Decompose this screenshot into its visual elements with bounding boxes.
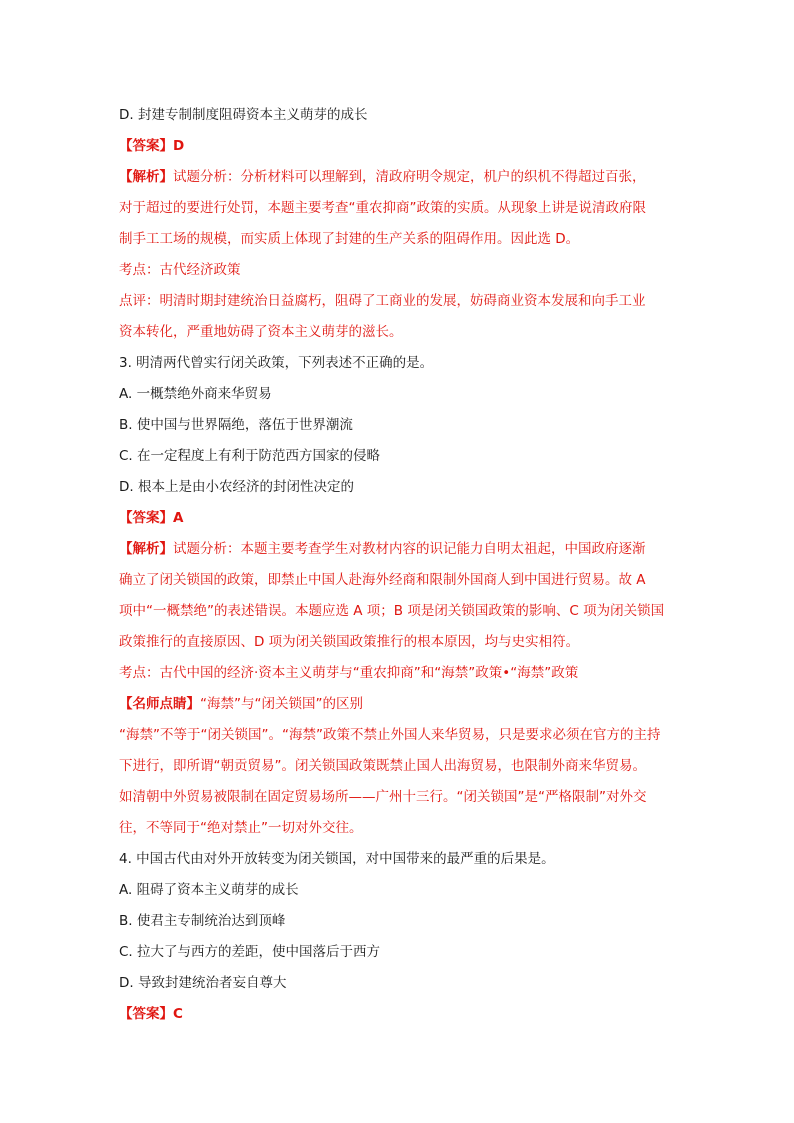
q3-option-b: B. 使中国与世界隔绝，落伍于世界潮流 [119,417,353,433]
q2-analysis-line: 制手工工场的规模，而实质上体现了封建的生产关系的阻碍作用。因此选 D。 [119,231,580,247]
q2-answer-label: 【答案】 [119,138,173,154]
q2-answer [119,131,681,162]
q3-option-a: A. 一概禁绝外商来华贸易 [119,386,272,402]
q3-answer-label: 【答案】 [119,510,173,526]
q3-mingshi-line: 下进行，即所谓“朝贡贸易”。闭关锁国政策既禁止国人出海贸易，也限制外商来华贸易。 [119,758,646,774]
q3-kaodian: 考点：古代中国的经济·资本主义萌芽与“重农抑商”和“海禁”政策•“海禁”政策 [119,665,579,681]
q4-answer [119,999,681,1030]
q3-analysis [119,534,681,658]
q4-answer-value: C [173,1006,183,1022]
q3-mingshi-title: “海禁”与“闭关锁国”的区别 [200,696,363,712]
q2-analysis [119,162,681,255]
q3-question: 3. 明清两代曾实行闭关政策，下列表述不正确的是。 [119,355,434,371]
q3-mingshi-body [119,720,681,844]
q2-dianping-line: 点评：明清时期封建统治日益腐朽，阻碍了工商业的发展，妨碍商业资本发展和向手工业 [119,293,646,309]
q3-option-c: C. 在一定程度上有利于防范西方国家的侵略 [119,448,381,464]
q4-option-c: C. 拉大了与西方的差距，使中国落后于西方 [119,944,381,960]
q3-option-d: D. 根本上是由小农经济的封闭性决定的 [119,479,354,495]
q4-question: 4. 中国古代由对外开放转变为闭关锁国，对中国带来的最严重的后果是。 [119,851,555,867]
q2-analysis-line: 对于超过的要进行处罚，本题主要考查“重农抑商”政策的实质。从现象上讲是说清政府限 [119,200,646,216]
q2-analysis-label: 【解析】 [119,169,173,185]
document-page [119,100,681,1030]
q2-kaodian: 考点：古代经济政策 [119,262,241,278]
q4-answer-label: 【答案】 [119,1006,173,1022]
q2-option-d: D. 封建专制制度阻碍资本主义萌芽的成长 [119,107,368,123]
q3-answer [119,503,681,534]
q3-analysis-line: 确立了闭关锁国的政策，即禁止中国人赴海外经商和限制外国商人到中国进行贸易。故 A [119,572,646,588]
q3-answer-value: A [173,510,184,526]
q2-dianping-line: 资本转化，严重地妨碍了资本主义萌芽的滋长。 [119,324,403,340]
q3-analysis-line: 项中“一概禁绝”的表述错误。本题应选 A 项；B 项是闭关锁国政策的影响、C 项为闭关锁国 [119,603,665,619]
q2-analysis-line: 试题分析：分析材料可以理解到，清政府明令规定，机户的织机不得超过百张， [173,169,646,185]
q4-option-a: A. 阻碍了资本主义萌芽的成长 [119,882,299,898]
q2-answer-value: D [173,138,185,154]
q3-mingshi-heading [119,689,681,720]
q3-analysis-line: 试题分析：本题主要考查学生对教材内容的识记能力自明太祖起，中国政府逐渐 [173,541,646,557]
q4-option-b: B. 使君主专制统治达到顶峰 [119,913,286,929]
q3-mingshi-line: 往，不等同于“绝对禁止”一切对外交往。 [119,820,363,836]
q2-dianping [119,286,681,348]
q3-mingshi-line: 如清朝中外贸易被限制在固定贸易场所——广州十三行。“闭关锁国”是“严格限制”对外交 [119,789,647,805]
q3-analysis-label: 【解析】 [119,541,173,557]
q4-option-d: D. 导致封建统治者妄自尊大 [119,975,287,991]
q3-mingshi-label: 【名师点睛】 [119,696,200,712]
q3-mingshi-line: “海禁”不等于“闭关锁国”。“海禁”政策不禁止外国人来华贸易，只是要求必须在官方的主持 [119,727,661,743]
q3-analysis-line: 政策推行的直接原因、D 项为闭关锁国政策推行的根本原因，均与史实相符。 [119,634,580,650]
